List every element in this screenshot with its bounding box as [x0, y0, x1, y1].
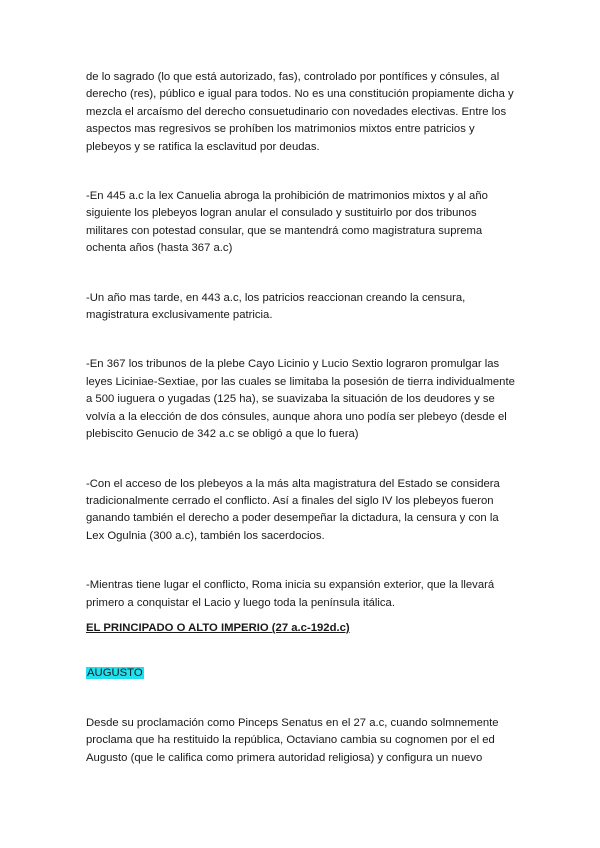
- paragraph-leyes-liciniae-sextiae: -En 367 los tribunos de la plebe Cayo Licinio y Lucio Sextio lograron promulgar las leyes Liciniae-Sextiae, por las cuales se limitaba la posesión de tierra individualmente a 500 iuguera o yugadas (125 ha), se suavizaba la situación de los deudores y se volvía a la elección de dos cónsules, aunque ahora uno podía ser plebeyo (desde el plebiscito Genucio de 342 a.c se obligó a que lo fuera): [86, 358, 515, 441]
- section-heading-principado: EL PRINCIPADO O ALTO IMPERIO (27 a.c-192d.c): [86, 621, 350, 634]
- document-body: [86, 69, 518, 767]
- paragraph-fin-conflicto: -Con el acceso de los plebeyos a la más alta magistratura del Estado se considera tradicionalmente cerrado el conflicto. Así a finales del siglo IV los plebeyos fueron ganando también el derecho a poder desempeñar la dictadura, la censura y con la Lex Ogulnia (300 a.c), también los sacerdocios.: [86, 477, 500, 542]
- paragraph-augusto: Desde su proclamación como Pinceps Senatus en el 27 a.c, cuando solmnemente proclama que ha restituido la república, Octaviano cambia su cognomen por el ed Augusto (que le califica como primera autoridad religiosa) y configura un nuevo: [86, 716, 499, 764]
- paragraph-censura: -Un año mas tarde, en 443 a.c, los patricios reaccionan creando la censura, magistratura exclusivamente patricia.: [86, 291, 466, 322]
- highlighted-text: AUGUSTO: [87, 667, 143, 680]
- paragraph-lex-canuleia: -En 445 a.c la lex Canuelia abroga la prohibición de matrimonios mixtos y al año siguiente los plebeyos logran anular el consulado y sustituirlo por dos tribunos militares con potestad consular, que se mantendrá como magistratura suprema ochenta años (hasta 367 a.c): [86, 190, 488, 255]
- paragraph-ley-doce-tablas: de lo sagrado (lo que está autorizado, fas), controlado por pontífices y cónsules, al derecho (res), público e igual para todos. No es una constitución propiamente dicha y mezcla el arcaísmo del derecho consuetudinario con novedades electivas. Entre los aspectos mas regresivos se prohíben los matrimonios mixtos entre patricios y plebeyos y se ratifica la esclavitud por deudas.: [86, 71, 514, 153]
- section-title-augusto: [86, 665, 518, 682]
- paragraph-expansion: -Mientras tiene lugar el conflicto, Roma inicia su expansión exterior, que la llevará primero a conquistar el Lacio y luego toda la península itálica.: [86, 579, 495, 609]
